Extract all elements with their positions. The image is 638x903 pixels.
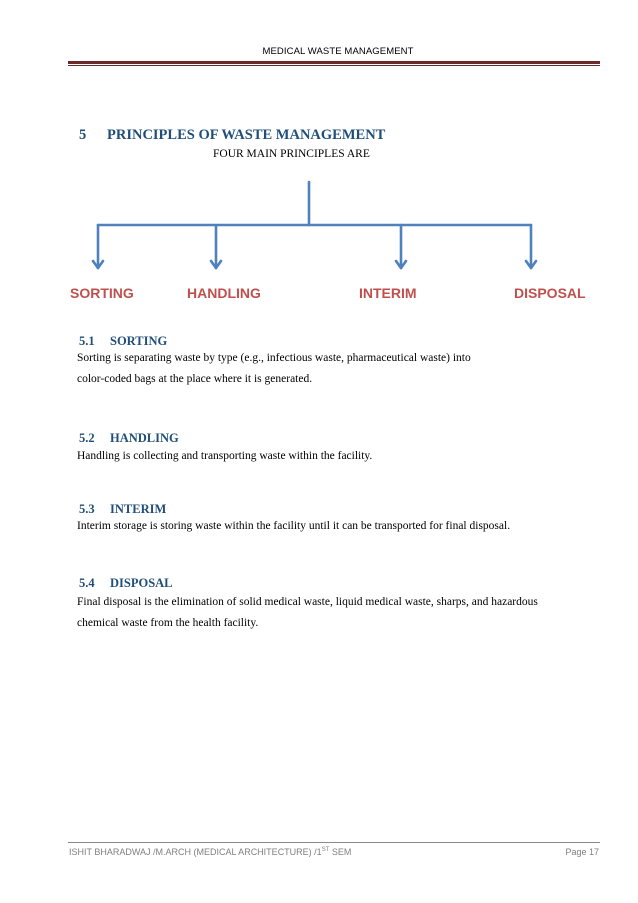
diagram-node-interim: INTERIM bbox=[359, 285, 417, 301]
page-header-title: MEDICAL WASTE MANAGEMENT bbox=[262, 46, 414, 57]
paragraph-line: Sorting is separating waste by type (e.g., infectious waste, pharmaceutical waste) into bbox=[77, 352, 471, 364]
footer-superscript: ST bbox=[321, 847, 330, 853]
arrow-interim bbox=[396, 225, 406, 268]
subsection-title: HANDLING bbox=[110, 431, 179, 445]
footer-semester: SEM bbox=[329, 847, 352, 857]
arrow-disposal bbox=[526, 225, 536, 268]
subsection-body-sorting bbox=[77, 348, 471, 390]
section-subtitle: FOUR MAIN PRINCIPLES ARE bbox=[213, 148, 370, 160]
subsection-number: 5.2 bbox=[79, 431, 95, 445]
section-number: 5 bbox=[79, 127, 87, 143]
subsection-title: SORTING bbox=[110, 334, 168, 348]
diagram-node-disposal: DISPOSAL bbox=[514, 285, 586, 301]
subsection-heading-sorting bbox=[79, 334, 167, 349]
subsection-heading-handling bbox=[79, 431, 179, 446]
paragraph-line: Handling is collecting and transporting waste within the facility. bbox=[77, 450, 373, 462]
subsection-number: 5.1 bbox=[79, 334, 95, 348]
header-rule-thin bbox=[68, 65, 600, 66]
subsection-title: INTERIM bbox=[110, 502, 167, 516]
subsection-heading-disposal bbox=[79, 576, 173, 591]
subsection-body-interim bbox=[77, 516, 510, 537]
subsection-title: DISPOSAL bbox=[110, 576, 173, 590]
footer-page-number: Page 17 bbox=[565, 847, 599, 857]
subsection-body-disposal bbox=[77, 592, 538, 634]
subsection-body-handling bbox=[77, 446, 372, 467]
footer-author bbox=[69, 847, 351, 857]
footer-author-text: ISHIT BHARADWAJ /M.ARCH (MEDICAL ARCHITECTURE) /1 bbox=[69, 847, 322, 857]
subsection-number: 5.3 bbox=[79, 502, 95, 516]
arrow-handling bbox=[211, 225, 221, 268]
paragraph-line: Interim storage is storing waste within the facility until it can be transported for final disposal. bbox=[77, 520, 511, 532]
arrow-sorting bbox=[93, 225, 103, 268]
footer-rule bbox=[68, 842, 600, 843]
paragraph-line: color-coded bags at the place where it is generated. bbox=[77, 373, 313, 385]
header-rule-thick bbox=[68, 61, 600, 64]
section-heading bbox=[79, 127, 385, 144]
diagram-node-handling: HANDLING bbox=[187, 285, 261, 301]
section-title: PRINCIPLES OF WASTE MANAGEMENT bbox=[107, 127, 386, 143]
paragraph-line: Final disposal is the elimination of solid medical waste, liquid medical waste, sharps, and hazardous bbox=[77, 596, 538, 608]
diagram-node-sorting: SORTING bbox=[70, 285, 134, 301]
subsection-heading-interim bbox=[79, 502, 166, 517]
principles-diagram bbox=[0, 175, 638, 280]
paragraph-line: chemical waste from the health facility. bbox=[77, 617, 259, 629]
subsection-number: 5.4 bbox=[79, 576, 95, 590]
